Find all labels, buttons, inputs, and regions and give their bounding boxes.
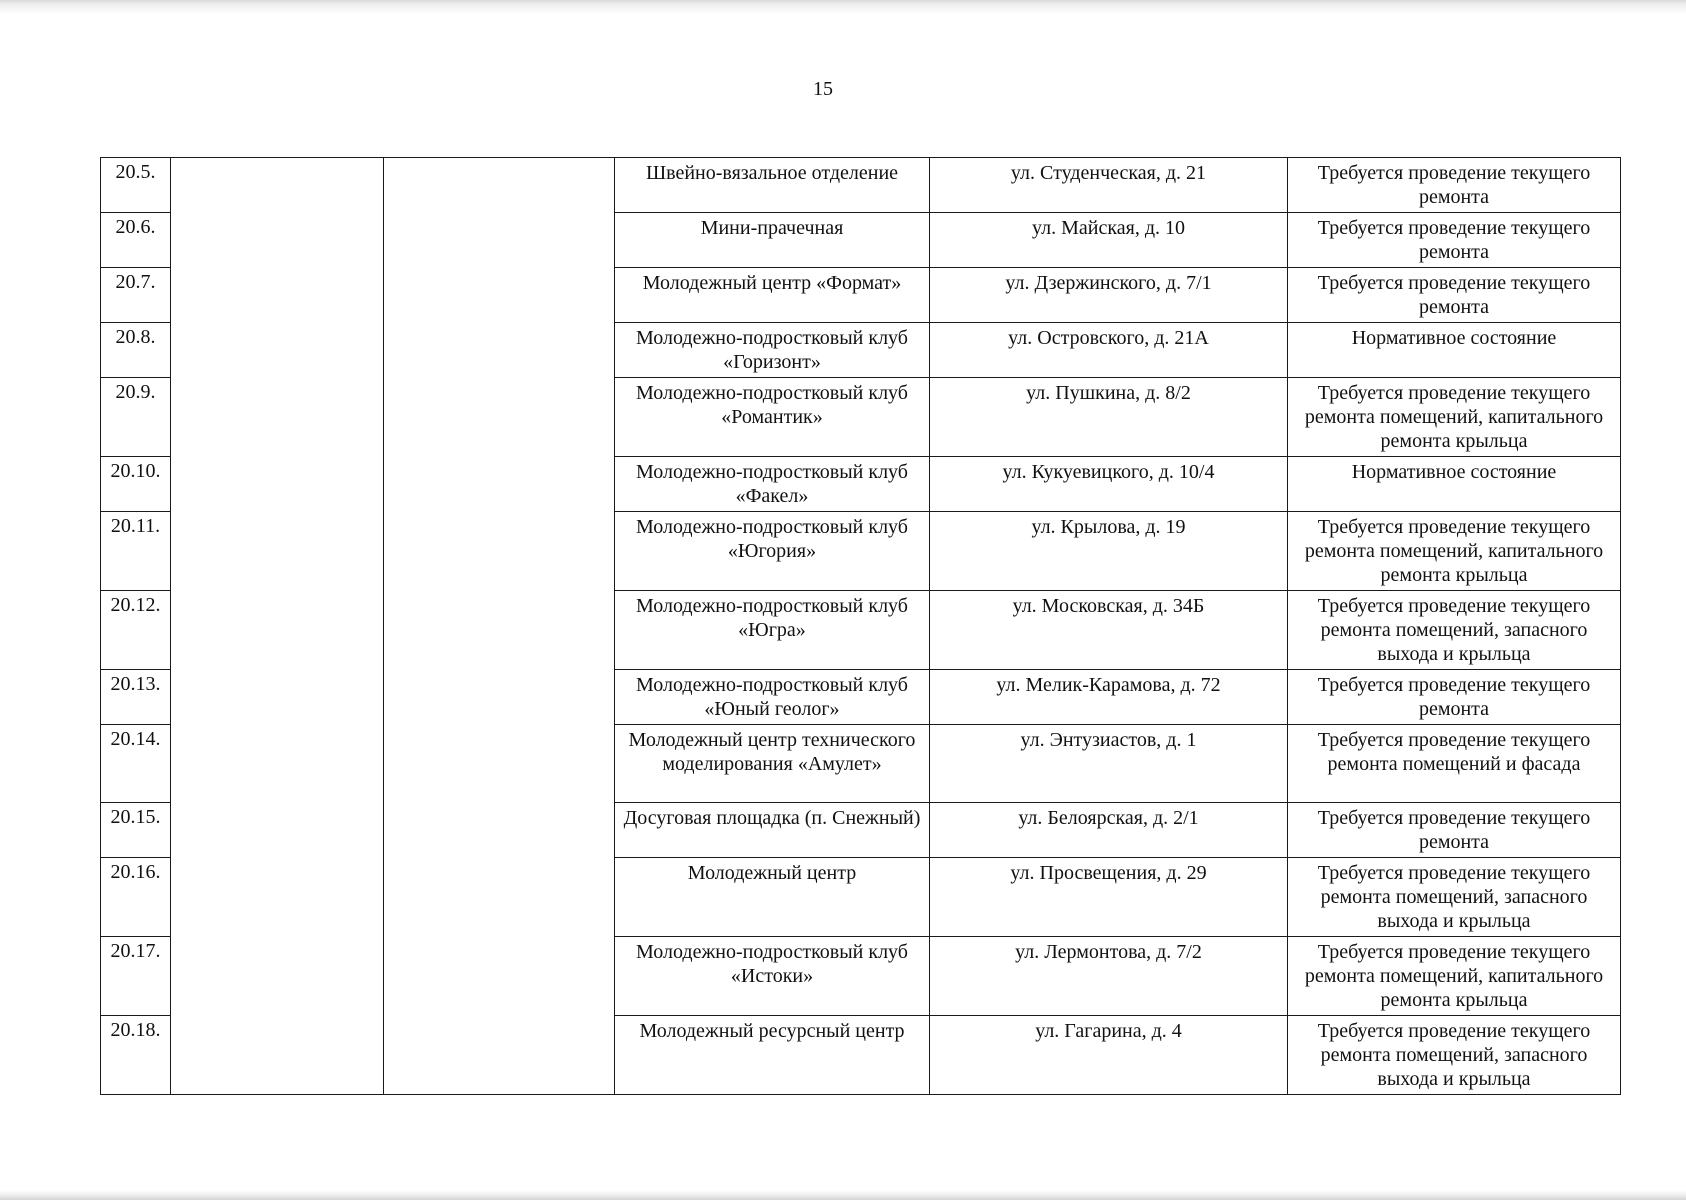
- facility-name: Молодежно-подростковый клуб «Факел»: [615, 457, 930, 512]
- facility-name: Молодежно-подростковый клуб «Югра»: [615, 591, 930, 670]
- facility-status: Требуется проведение текущего ремонта: [1288, 213, 1621, 268]
- facility-address: ул. Кукуевицкого, д. 10/4: [930, 457, 1288, 512]
- row-number: 20.18.: [101, 1016, 171, 1095]
- facility-status: Нормативное состояние: [1288, 323, 1621, 378]
- facility-address: ул. Белоярская, д. 2/1: [930, 803, 1288, 858]
- row-number: 20.15.: [101, 803, 171, 858]
- facility-name: Молодежный центр: [615, 858, 930, 937]
- facility-address: ул. Московская, д. 34Б: [930, 591, 1288, 670]
- facility-status: Требуется проведение текущего ремонта помещений и фасада: [1288, 725, 1621, 803]
- facility-address: ул. Майская, д. 10: [930, 213, 1288, 268]
- facility-address: ул. Студенческая, д. 21: [930, 158, 1288, 213]
- facility-status: Требуется проведение текущего ремонта помещений, капитального ремонта крыльца: [1288, 378, 1621, 457]
- facility-status: Требуется проведение текущего ремонта: [1288, 670, 1621, 725]
- row-number: 20.10.: [101, 457, 171, 512]
- facility-address: ул. Крылова, д. 19: [930, 512, 1288, 591]
- facility-address: ул. Мелик-Карамова, д. 72: [930, 670, 1288, 725]
- facility-status: Требуется проведение текущего ремонта помещений, запасного выхода и крыльца: [1288, 858, 1621, 937]
- facility-status: Требуется проведение текущего ремонта помещений, капитального ремонта крыльца: [1288, 512, 1621, 591]
- facility-name: Молодежно-подростковый клуб «Истоки»: [615, 937, 930, 1016]
- facility-name: Досуговая площадка (п. Снежный): [615, 803, 930, 858]
- scan-edge-top: [0, 0, 1686, 14]
- row-number: 20.9.: [101, 378, 171, 457]
- row-number: 20.13.: [101, 670, 171, 725]
- facility-address: ул. Дзержинского, д. 7/1: [930, 268, 1288, 323]
- page-number: 15: [813, 78, 833, 100]
- row-number: 20.14.: [101, 725, 171, 803]
- row-number: 20.6.: [101, 213, 171, 268]
- facility-address: ул. Гагарина, д. 4: [930, 1016, 1288, 1095]
- facility-address: ул. Лермонтова, д. 7/2: [930, 937, 1288, 1016]
- facility-address: ул. Островского, д. 21А: [930, 323, 1288, 378]
- facility-address: ул. Пушкина, д. 8/2: [930, 378, 1288, 457]
- scan-edge-bottom: [0, 1190, 1686, 1200]
- facility-address: ул. Энтузиастов, д. 1: [930, 725, 1288, 803]
- facility-status: Требуется проведение текущего ремонта: [1288, 268, 1621, 323]
- facility-status: Требуется проведение текущего ремонта помещений, капитального ремонта крыльца: [1288, 937, 1621, 1016]
- facilities-table-body: [101, 158, 1621, 1095]
- facilities-table: [100, 157, 1621, 1095]
- facility-name: Молодежный центр технического моделирования «Амулет»: [615, 725, 930, 803]
- facility-name: Молодежный центр «Формат»: [615, 268, 930, 323]
- merged-empty-cell-1: [171, 158, 384, 1095]
- facility-name: Молодежный ресурсный центр: [615, 1016, 930, 1095]
- row-number: 20.8.: [101, 323, 171, 378]
- facility-status: Требуется проведение текущего ремонта: [1288, 803, 1621, 858]
- table-row: [101, 158, 1621, 213]
- row-number: 20.12.: [101, 591, 171, 670]
- facility-status: Нормативное состояние: [1288, 457, 1621, 512]
- merged-empty-cell-2: [384, 158, 615, 1095]
- facility-status: Требуется проведение текущего ремонта помещений, запасного выхода и крыльца: [1288, 1016, 1621, 1095]
- row-number: 20.7.: [101, 268, 171, 323]
- facility-name: Швейно-вязальное отделение: [615, 158, 930, 213]
- row-number: 20.5.: [101, 158, 171, 213]
- facility-name: Мини-прачечная: [615, 213, 930, 268]
- row-number: 20.16.: [101, 858, 171, 937]
- facility-name: Молодежно-подростковый клуб «Горизонт»: [615, 323, 930, 378]
- row-number: 20.17.: [101, 937, 171, 1016]
- facility-name: Молодежно-подростковый клуб «Юный геолог»: [615, 670, 930, 725]
- facility-name: Молодежно-подростковый клуб «Романтик»: [615, 378, 930, 457]
- facility-address: ул. Просвещения, д. 29: [930, 858, 1288, 937]
- facility-name: Молодежно-подростковый клуб «Югория»: [615, 512, 930, 591]
- facility-status: Требуется проведение текущего ремонта помещений, запасного выхода и крыльца: [1288, 591, 1621, 670]
- facility-status: Требуется проведение текущего ремонта: [1288, 158, 1621, 213]
- row-number: 20.11.: [101, 512, 171, 591]
